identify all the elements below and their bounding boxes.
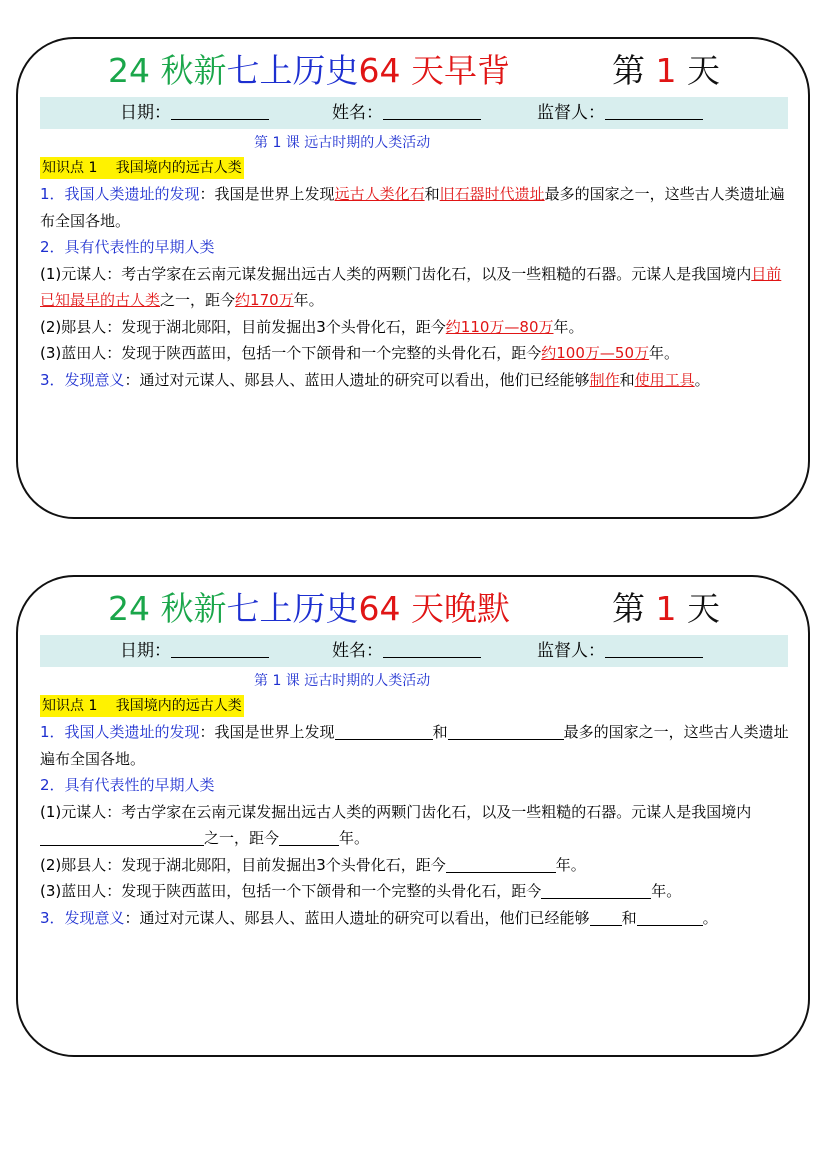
card-content — [40, 181, 790, 393]
text: 和 — [619, 370, 635, 389]
date-label: 日期： — [120, 641, 171, 661]
date-label: 日期： — [120, 103, 171, 123]
text: 之一，距今 — [204, 829, 280, 847]
text: 年。 — [651, 882, 682, 900]
fill-blank[interactable] — [541, 880, 651, 899]
text: ：通过对元谋人、郧县人、蓝田人遗址的研究可以看出，他们已经能够 — [124, 908, 590, 927]
text: (1)元谋人：考古学家在云南元谋发掘出远古人类的两颗门齿化石，以及一些粗糙的石器。元谋人是我国境内 — [40, 802, 752, 821]
text: 和 — [621, 908, 637, 927]
title-days: 64 天 — [358, 51, 444, 90]
day-counter — [612, 49, 720, 93]
answer: 约110万—80万 — [445, 317, 554, 336]
fill-blank[interactable] — [40, 827, 204, 846]
supervisor-blank[interactable] — [605, 637, 703, 658]
item-yunxian — [40, 314, 790, 341]
text: 最多的国家之一，这些古人类遗址遍布全国各地。 — [40, 185, 785, 230]
morning-recitation-card — [16, 37, 810, 519]
supervisor-field[interactable] — [537, 97, 703, 129]
item-lantian — [40, 878, 790, 905]
fill-blank[interactable] — [335, 721, 433, 740]
text: 和 — [432, 723, 448, 741]
day-post: 天 — [687, 51, 720, 90]
info-bar — [40, 97, 788, 129]
text: 年。 — [555, 855, 586, 874]
item-yuanmou — [40, 799, 790, 852]
card-content — [40, 719, 790, 931]
info-bar — [40, 635, 788, 667]
answer: 制作 — [589, 370, 620, 389]
answer: 使用工具 — [634, 370, 695, 389]
text: ：通过对元谋人、郧县人、蓝田人遗址的研究可以看出，他们已经能够 — [124, 370, 590, 389]
answer: 约170万 — [235, 291, 294, 309]
section-heading: 3．发现意义 — [40, 908, 125, 927]
day-counter — [612, 587, 720, 631]
card-title-row — [18, 587, 808, 633]
card-title — [108, 587, 510, 631]
section-heading: 1．我国人类遗址的发现 — [40, 185, 200, 203]
text: 和 — [424, 185, 440, 203]
text: (2)郧县人：发现于湖北郧阳，目前发掘出3个头骨化石，距今 — [40, 317, 446, 336]
text: 。 — [694, 370, 710, 389]
item-lantian — [40, 340, 790, 367]
fill-blank[interactable] — [279, 827, 339, 846]
date-blank[interactable] — [171, 637, 269, 658]
section-2-heading: 2．具有代表性的早期人类 — [40, 776, 215, 794]
section-3 — [40, 905, 790, 932]
item-yunxian — [40, 852, 790, 879]
answer: 旧石器时代遗址 — [439, 185, 545, 203]
text: 。 — [702, 908, 718, 927]
name-label: 姓名： — [332, 103, 383, 123]
name-field[interactable] — [332, 97, 481, 129]
text: 年。 — [648, 344, 679, 362]
item-yuanmou — [40, 261, 790, 314]
fill-blank[interactable] — [590, 907, 622, 926]
date-field[interactable] — [120, 97, 269, 129]
text: (3)蓝田人：发现于陕西蓝田，包括一个下颌骨和一个完整的头骨化石，距今 — [40, 344, 542, 362]
section-1 — [40, 719, 790, 772]
text: 年。 — [553, 317, 584, 336]
fill-blank[interactable] — [637, 907, 703, 926]
text: ：我国是世界上发现 — [199, 723, 335, 741]
text: 年。 — [339, 829, 370, 847]
card-title — [108, 49, 510, 93]
lesson-title: 第 1 课 远古时期的人类活动 — [254, 135, 431, 151]
date-blank[interactable] — [171, 99, 269, 120]
section-3 — [40, 367, 790, 394]
name-label: 姓名： — [332, 641, 383, 661]
text: 之一，距今 — [160, 291, 236, 309]
supervisor-label: 监督人： — [537, 641, 605, 661]
text: (1)元谋人：考古学家在云南元谋发掘出远古人类的两颗门齿化石，以及一些粗糙的石器。元谋人是我国境内 — [40, 264, 752, 283]
section-2-heading: 2．具有代表性的早期人类 — [40, 238, 215, 256]
title-subject: 七上历史 — [226, 51, 359, 90]
day-post: 天 — [687, 589, 720, 628]
text: (3)蓝田人：发现于陕西蓝田，包括一个下颌骨和一个完整的头骨化石，距今 — [40, 882, 542, 900]
answer: 约100万—50万 — [541, 344, 649, 362]
card-title-row — [18, 49, 808, 95]
date-field[interactable] — [120, 635, 269, 667]
name-blank[interactable] — [383, 99, 481, 120]
text: 最多的国家之一，这些古人类遗址遍布全国各地。 — [40, 723, 789, 768]
day-pre: 第 — [612, 589, 645, 628]
title-prefix: 24 秋新 — [108, 51, 227, 90]
fill-blank[interactable] — [446, 854, 556, 873]
answer: 目前已知最早的古人类 — [40, 264, 782, 309]
name-blank[interactable] — [383, 637, 481, 658]
day-number: 1 — [655, 589, 677, 628]
answer: 远古人类化石 — [334, 185, 425, 203]
evening-dictation-card — [16, 575, 810, 1057]
title-days: 64 天 — [358, 589, 444, 628]
title-mode: 早背 — [443, 51, 510, 90]
section-1 — [40, 181, 790, 234]
knowledge-point-label: 知识点 1 我国境内的远古人类 — [40, 157, 244, 179]
name-field[interactable] — [332, 635, 481, 667]
supervisor-field[interactable] — [537, 635, 703, 667]
text: 年。 — [293, 291, 324, 309]
section-heading: 3．发现意义 — [40, 370, 125, 389]
title-mode: 晚默 — [443, 589, 510, 628]
supervisor-blank[interactable] — [605, 99, 703, 120]
text: ：我国是世界上发现 — [199, 185, 335, 203]
knowledge-point-label: 知识点 1 我国境内的远古人类 — [40, 695, 244, 717]
fill-blank[interactable] — [448, 721, 564, 740]
day-number: 1 — [655, 51, 677, 90]
section-heading: 1．我国人类遗址的发现 — [40, 723, 200, 741]
text: (2)郧县人：发现于湖北郧阳，目前发掘出3个头骨化石，距今 — [40, 855, 446, 874]
supervisor-label: 监督人： — [537, 103, 605, 123]
lesson-title: 第 1 课 远古时期的人类活动 — [254, 673, 431, 689]
title-subject: 七上历史 — [226, 589, 359, 628]
title-prefix: 24 秋新 — [108, 589, 227, 628]
day-pre: 第 — [612, 51, 645, 90]
